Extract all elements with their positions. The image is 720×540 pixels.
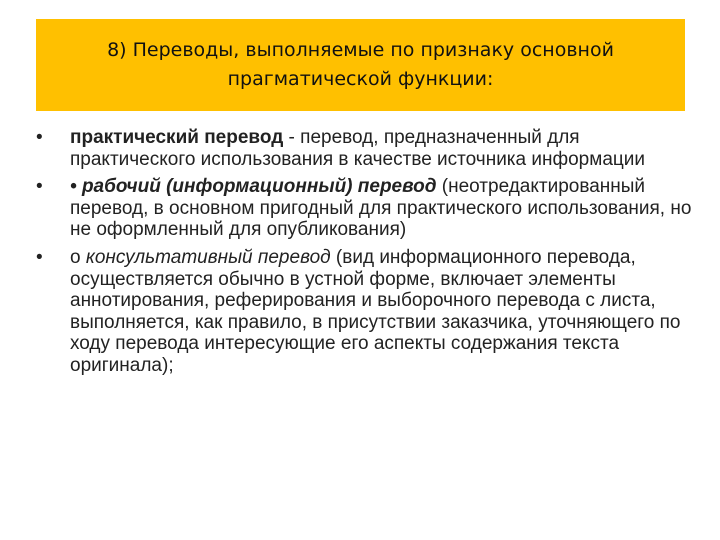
bullet-inline-prefix: o <box>70 246 86 268</box>
bullet-term: рабочий (информационный) перевод <box>81 176 437 198</box>
bullet-text: (вид информационного перевода, осуществляется обычно в устной форме, включает элементы аннотирования, реферирования и выборочного перевода с листа, выполняется, как правило, в присутствии заказчика, уточняющего по ходу перевода интересующие его аспекты содержания текста оригинала); <box>70 246 681 376</box>
bullet-text: - перевод, предназначенный для практического использования в качестве источника информации <box>70 127 645 170</box>
bullet-marker-icon: • <box>36 176 43 198</box>
bullet-item-working <box>36 176 696 241</box>
bullet-list <box>36 127 696 383</box>
bullet-term: практический перевод <box>70 127 284 148</box>
slide-title: 8) Переводы, выполняемые по признаку основной прагматической функции: <box>107 39 614 90</box>
title-banner <box>36 19 685 111</box>
bullet-item-practical <box>36 127 696 170</box>
bullet-term: консультативный перевод <box>85 246 331 268</box>
bullet-marker-icon: • <box>36 246 43 268</box>
bullet-inline-prefix: • <box>70 176 82 198</box>
bullet-text: (неотредактированный перевод, в основном пригодный для практического использования, но не оформленный для опубликования) <box>70 176 692 241</box>
bullet-item-consultative <box>36 247 696 377</box>
bullet-marker-icon: • <box>36 127 43 148</box>
